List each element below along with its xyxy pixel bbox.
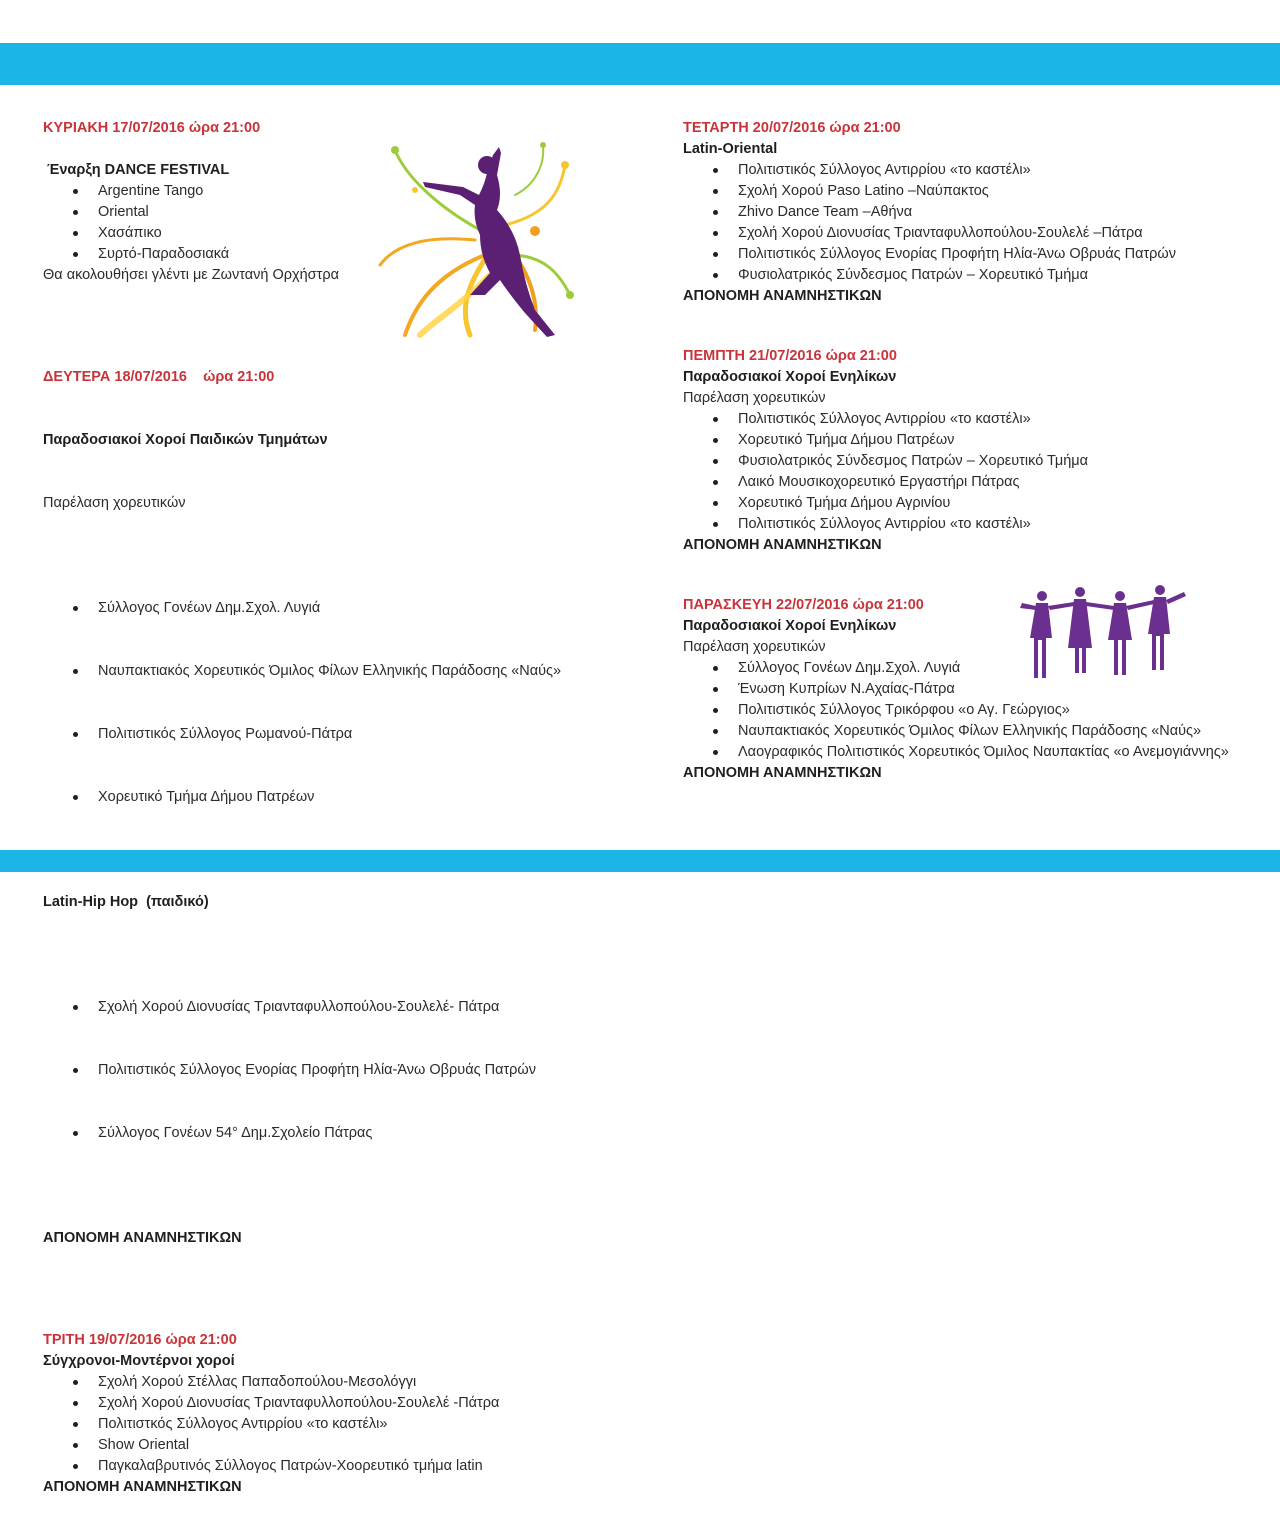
day-subtitle: Παραδοσιακοί Χοροί Ενηλίκων [683, 618, 897, 634]
award-label: ΑΠΟΝΟΜΗ ΑΝΑΜΝΗΣΤΙΚΩΝ [683, 765, 882, 781]
day-tuesday [43, 1330, 643, 1498]
list-item: Φυσιολατρικός Σύνδεσμος Πατρών – Χορευτικό Τμήμα [683, 451, 1263, 472]
list-item: Πολιτιστκός Σύλλογος Αντιρρίου «το καστέλι» [43, 1414, 643, 1435]
list-item: Σύλλογος Γονέων 54° Δημ.Σχολείο Πάτρας [43, 1123, 643, 1144]
list-item: Πολιτιστικός Σύλλογος Αντιρρίου «το καστέλι» [683, 514, 1263, 535]
day-title: ΤΡΙΤΗ 19/07/2016 ώρα 21:00 [43, 1332, 237, 1348]
day-subtitle: Έναρξη DANCE FESTIVAL [47, 162, 230, 178]
list-item: Πολιτιστικός Σύλλογος Ενορίας Προφήτη Ηλία-Άνω Οβρυάς Πατρών [43, 1060, 643, 1081]
list-item: Παγκαλαβρυτινός Σύλλογος Πατρών-Χοορευτικό τμήμα latin [43, 1456, 643, 1477]
list-item: Πολιτιστικός Σύλλογος Αντιρρίου «το καστέλι» [683, 409, 1263, 430]
day-title: ΚΥΡΙΑΚΗ 17/07/2016 ώρα 21:00 [43, 120, 261, 136]
list-item: Argentine Tango [43, 181, 643, 202]
day-title: ΠΕΜΠΤΗ 21/07/2016 ώρα 21:00 [683, 348, 897, 364]
list-item: Χορευτικό Τμήμα Δήμου Αγρινίου [683, 493, 1263, 514]
day-subtitle-2: Latin-Hip Hop (παιδικό) [43, 894, 209, 910]
day-subtitle: Παραδοσιακοί Χοροί Ενηλίκων [683, 369, 897, 385]
parade-label: Παρέλαση χορευτικών [683, 639, 826, 655]
list-item: Σχολή Χορού Στέλλας Παπαδοπούλου-Μεσολόγγι [43, 1372, 643, 1393]
day-title: ΔΕΥΤΕΡΑ 18/07/2016 ώρα 21:00 [43, 369, 275, 385]
top-band [0, 43, 1280, 85]
day-monday [43, 325, 643, 1291]
dancer-silhouette-icon [375, 135, 575, 340]
award-label: ΑΠΟΝΟΜΗ ΑΝΑΜΝΗΣΤΙΚΩΝ [43, 1479, 242, 1495]
day-subtitle: Latin-Oriental [683, 141, 778, 157]
parade-label: Παρέλαση χορευτικών [683, 390, 826, 406]
list-item: Σύλλογος Γονέων Δημ.Σχολ. Λυγιά [683, 658, 1263, 679]
right-column [683, 118, 1263, 823]
list-item: Πολιτιστικός Σύλλογος Τρικόρφου «ο Αγ. Γεώργιος» [683, 700, 1263, 721]
list-item: Πολιτιστικός Σύλλογος Ρωμανού-Πάτρα [43, 724, 643, 745]
list-item: Χασάπικο [43, 223, 643, 244]
group-list [683, 409, 1263, 535]
group-list-2 [43, 955, 643, 1186]
day-subtitle: Σύγχρονοι-Μοντέρνοι χοροί [43, 1353, 235, 1369]
group-list [43, 556, 643, 850]
list-item: Ναυπακτιακός Χορευτικός Όμιλος Φίλων Ελληνικής Παράδοσης «Ναύς» [683, 721, 1263, 742]
list-item: Σχολή Χορού Διονυσίας Τριανταφυλλοπούλου-Σουλελέ –Πάτρα [683, 223, 1263, 244]
list-item: Φυσιολατρικός Σύνδεσμος Πατρών – Χορευτικό Τμήμα [683, 265, 1263, 286]
list-item: Ναυπακτιακός Χορευτικός Όμιλος Φίλων Ελληνικής Παράδοσης «Ναύς» [43, 661, 643, 682]
list-item: Χορευτικό Τμήμα Δήμου Πατρέων [683, 430, 1263, 451]
award-label: ΑΠΟΝΟΜΗ ΑΝΑΜΝΗΣΤΙΚΩΝ [43, 1230, 242, 1246]
list-item: Ένωση Κυπρίων Ν.Αχαίας-Πάτρα [683, 679, 1263, 700]
day-subtitle: Παραδοσιακοί Χοροί Παιδικών Τμημάτων [43, 432, 328, 448]
list-item: Oriental [43, 202, 643, 223]
list-item: Σχολή Χορού Διονυσίας Τριανταφυλλοπούλου-Σουλελέ -Πάτρα [43, 1393, 643, 1414]
list-item: Πολιτιστικός Σύλλογος Ενορίας Προφήτη Ηλία-Άνω Οβρυάς Πατρών [683, 244, 1263, 265]
list-item: Σχολή Χορού Διονυσίας Τριανταφυλλοπούλου-Σουλελέ- Πάτρα [43, 997, 643, 1018]
group-list [683, 160, 1263, 286]
list-item: Συρτό-Παραδοσιακά [43, 244, 643, 265]
day-wednesday [683, 118, 1263, 307]
list-item: Σύλλογος Γονέων Δημ.Σχολ. Λυγιά [43, 598, 643, 619]
list-item: Χορευτικό Τμήμα Δήμου Πατρέων [43, 787, 643, 808]
list-item: Λαικό Μουσικοχορευτικό Εργαστήρι Πάτρας [683, 472, 1263, 493]
day-title: ΤΕΤΑΡΤΗ 20/07/2016 ώρα 21:00 [683, 120, 901, 136]
list-item: Σχολή Χορού Paso Latino –Ναύπακτος [683, 181, 1263, 202]
list-item: Zhivo Dance Team –Αθήνα [683, 202, 1263, 223]
day-thursday [683, 346, 1263, 556]
day-title: ΠΑΡΑΣΚΕΥΗ 22/07/2016 ώρα 21:00 [683, 597, 924, 613]
award-label: ΑΠΟΝΟΜΗ ΑΝΑΜΝΗΣΤΙΚΩΝ [683, 288, 882, 304]
list-item: Show Oriental [43, 1435, 643, 1456]
list-item: Πολιτιστικός Σύλλογος Αντιρρίου «το καστέλι» [683, 160, 1263, 181]
parade-label: Παρέλαση χορευτικών [43, 495, 186, 511]
folk-dancers-icon [1012, 578, 1192, 688]
day-note: Θα ακολουθήσει γλέντι με Ζωντανή Ορχήστρα [43, 267, 339, 283]
group-list [43, 1372, 643, 1477]
award-label: ΑΠΟΝΟΜΗ ΑΝΑΜΝΗΣΤΙΚΩΝ [683, 537, 882, 553]
list-item: Λαογραφικός Πολιτιστικός Χορευτικός Όμιλος Ναυπακτίας «ο Ανεμογιάννης» [683, 742, 1263, 763]
